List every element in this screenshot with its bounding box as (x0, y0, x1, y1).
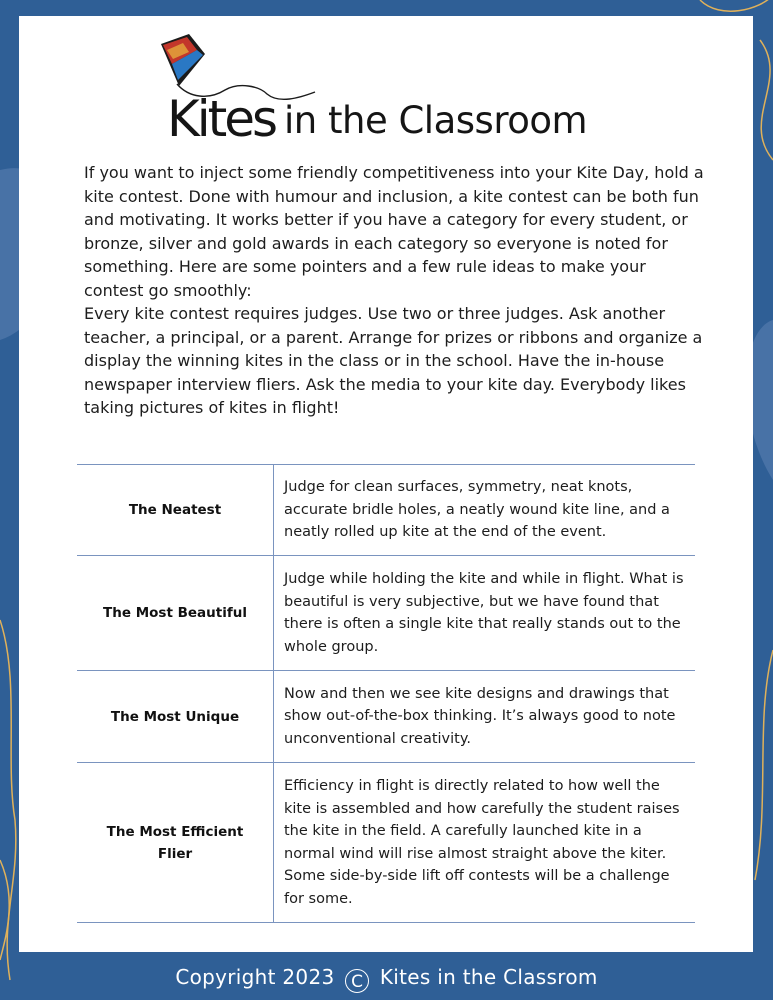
intro-text (84, 161, 709, 420)
category-title: The Neatest (77, 465, 274, 556)
document-page (19, 16, 753, 952)
category-title: The Most Efficient Flier (77, 763, 274, 923)
copyright-suffix: Kites in the Classrom (379, 965, 598, 989)
intro-paragraph: If you want to inject some friendly competitiveness into your Kite Day, hold a kite contest. Done with humour and inclusion, a kite contest can be both fun and motivating. It works better if you have a category for every student, or bronze, silver and gold awards in each category so everyone is noted for something. Here are some pointers and a few rule ideas to make your contest go smoothly: (84, 163, 704, 300)
category-description: Judge for clean surfaces, symmetry, neat knots, accurate bridle holes, a neatly wound kite line, and a neatly rolled up kite at the end of the event. (274, 465, 696, 556)
brand-wordmark: Kites (167, 90, 276, 148)
copyright-prefix: Copyright 2023 (175, 965, 335, 989)
table-row (77, 763, 695, 923)
footer-copyright (0, 962, 773, 993)
category-title: The Most Unique (77, 671, 274, 763)
table-row (77, 556, 695, 671)
contest-categories-table (77, 464, 695, 923)
table-row (77, 671, 695, 763)
intro-paragraph: Every kite contest requires judges. Use two or three judges. Ask another teacher, a principal, or a parent. Arrange for prizes or ribbons and organize a display the winning kites in the class or in the school. Have the in-house newspaper interview fliers. Ask the media to your kite day. Everybody likes taking pictures of kites in flight! (84, 304, 703, 417)
decorative-line-right-bottom (755, 650, 773, 880)
decorative-line-top-right (700, 0, 773, 11)
category-description: Now and then we see kite designs and drawings that show out-of-the-box thinking. It’s always good to note unconventional creativity. (274, 671, 696, 763)
category-title: The Most Beautiful (77, 556, 274, 671)
category-description: Efficiency in flight is directly related to how well the kite is assembled and how carefully the student raises the kite in the field. A carefully launched kite in a normal wind will rise almost straight above the kiter. Some side-by-side lift off contests will be a challenge for some. (274, 763, 696, 923)
category-description: Judge while holding the kite and while in flight. What is beautiful is very subjective, but we have found that there is often a single kite that really stands out to the whole group. (274, 556, 696, 671)
table-row (77, 465, 695, 556)
logo (139, 28, 639, 158)
brand-subtitle: in the Classroom (284, 99, 588, 142)
decorative-line-right (760, 40, 773, 160)
copyright-icon: C (345, 969, 369, 993)
